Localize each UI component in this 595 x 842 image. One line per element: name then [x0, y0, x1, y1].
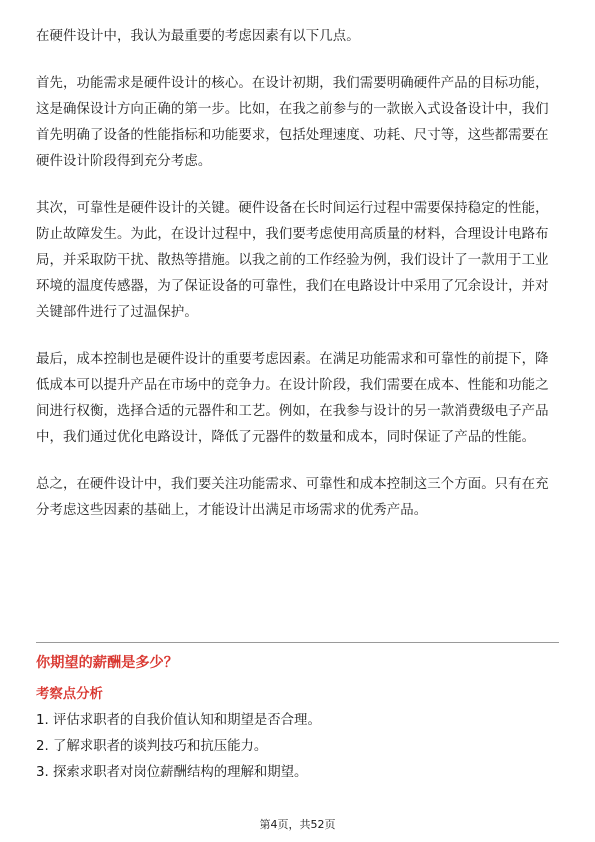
analysis-point: 2. 了解求职者的谈判技巧和抗压能力。 [36, 739, 268, 754]
section-divider [36, 642, 559, 643]
functional-requirement-paragraph: 首先，功能需求是硬件设计的核心。在设计初期，我们需要明确硬件产品的目标功能，这是确保设计方向正确的第一步。比如，在我之前参与的一款嵌入式设备设计中，我们首先明确了设备的性能指标和功能要求，包括处理速度、功耗、尺寸等，这些都需要在硬件设计阶段得到充分考虑。 [36, 76, 549, 169]
intro-paragraph: 在硬件设计中，我认为最重要的考虑因素有以下几点。 [36, 29, 360, 44]
analysis-heading: 考察点分析 [36, 687, 103, 702]
analysis-points-list [36, 708, 321, 786]
answer-body [36, 24, 559, 524]
reliability-paragraph: 其次，可靠性是硬件设计的关键。硬件设备在长时间运行过程中需要保持稳定的性能，防止故障发生。为此，在设计过程中，我们要考虑使用高质量的材料，合理设计电路布局，并采取防干扰、散热等措施。以我之前的工作经验为例，我们设计了一款用于工业环境的温度传感器，为了保证设备的可靠性，我们在电路设计中采用了冗余设计，并对关键部件进行了过温保护。 [36, 201, 549, 320]
question-heading: 你期望的薪酬是多少？ [36, 655, 178, 671]
summary-paragraph: 总之，在硬件设计中，我们要关注功能需求、可靠性和成本控制这三个方面。只有在充分考虑这些因素的基础上，才能设计出满足市场需求的优秀产品。 [36, 477, 549, 518]
analysis-point: 3. 探索求职者对岗位薪酬结构的理解和期望。 [36, 765, 308, 780]
analysis-point: 1. 评估求职者的自我价值认知和期望是否合理。 [36, 713, 321, 728]
page-number: 第4页，共52页 [259, 818, 336, 831]
cost-control-paragraph: 最后，成本控制也是硬件设计的重要考虑因素。在满足功能需求和可靠性的前提下，降低成本可以提升产品在市场中的竞争力。在设计阶段，我们需要在成本、性能和功能之间进行权衡，选择合适的元器件和工艺。例如，在我参与设计的另一款消费级电子产品中，我们通过优化电路设计，降低了元器件的数量和成本，同时保证了产品的性能。 [36, 352, 549, 445]
